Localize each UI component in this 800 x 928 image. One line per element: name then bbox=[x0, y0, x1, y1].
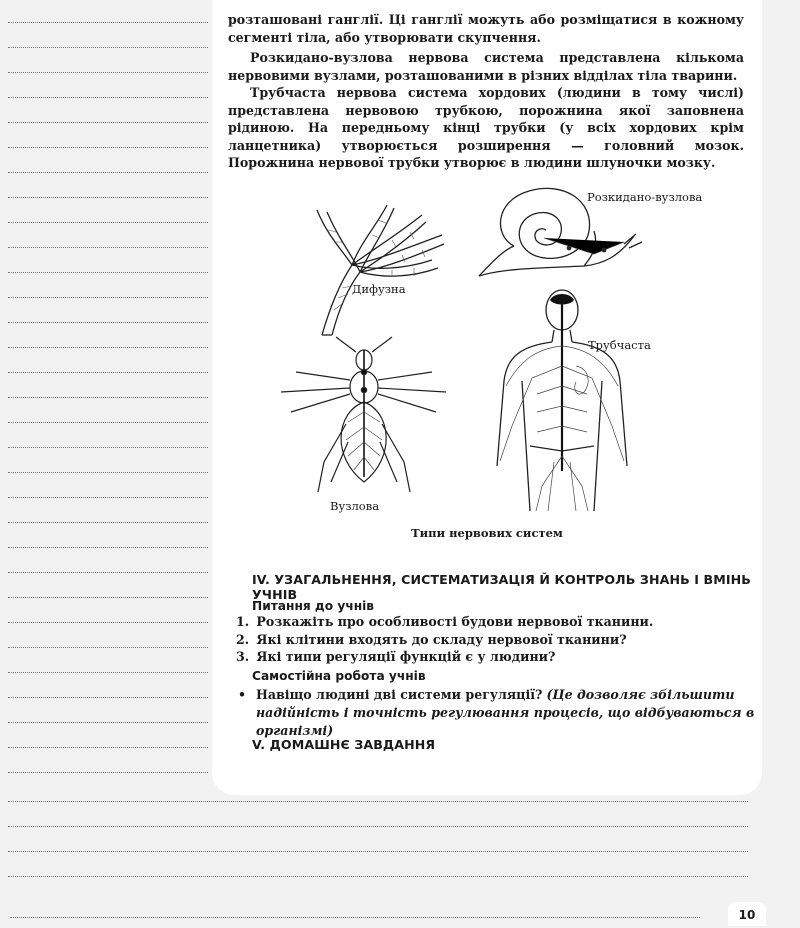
bullet-answer: (Це дозволяє збільшити надійність і точність регулювання процесів, що відбуваються в організмі) bbox=[256, 687, 755, 738]
question-number: 1. bbox=[236, 614, 250, 629]
question-number: 3. bbox=[236, 649, 250, 664]
figure-caption: Типи нервових систем bbox=[411, 526, 563, 540]
question-text: Які клітини входять до складу нервової тканини? bbox=[256, 632, 627, 647]
content-card bbox=[212, 0, 762, 795]
note-line bbox=[8, 622, 208, 623]
note-line bbox=[8, 172, 208, 173]
note-line bbox=[8, 722, 208, 723]
question-text: Які типи регуляції функцій є у людини? bbox=[256, 649, 556, 664]
note-line bbox=[10, 917, 700, 918]
question-number: 2. bbox=[236, 632, 250, 647]
note-line bbox=[8, 447, 208, 448]
independent-work-item bbox=[236, 686, 756, 740]
bullet-icon: • bbox=[238, 687, 247, 702]
note-line bbox=[8, 247, 208, 248]
label-tubular: Трубчаста bbox=[588, 338, 651, 352]
note-line bbox=[8, 22, 208, 23]
note-line bbox=[8, 697, 208, 698]
note-line bbox=[8, 147, 208, 148]
note-line bbox=[8, 597, 208, 598]
paragraph-scattered-nodal: Розкидано-вузлова нервова система представлена кількома нервовими вузлами, розташованими в різних відділах тіла тварини. bbox=[228, 50, 744, 83]
hydra-illustration bbox=[292, 180, 452, 340]
note-line bbox=[8, 122, 208, 123]
note-line bbox=[8, 372, 208, 373]
paragraph-ganglia: розташовані ганглії. Ці ганглії можуть або розміщатися в кожному сегменті тіла, або утворювати скупчення. bbox=[228, 12, 744, 45]
paragraph-tubular: Трубчаста нервова система хордових (людини в тому числі) представлена нервовою трубкою, порожнина якої заповнена рідиною. На передньому кінці трубки (у всіх хордових крім ланцетника) утворюється розширення — головний мозок. Порожнина нервової трубки утворює в людини шлуночки мозку. bbox=[228, 85, 744, 171]
list-item bbox=[236, 649, 555, 664]
note-line bbox=[8, 772, 208, 773]
list-item bbox=[236, 632, 627, 647]
note-line bbox=[8, 347, 208, 348]
section-5-title: V. ДОМАШНЄ ЗАВДАННЯ bbox=[252, 737, 436, 752]
note-line bbox=[8, 747, 208, 748]
note-line bbox=[8, 422, 208, 423]
note-line bbox=[8, 472, 208, 473]
label-diffuse: Дифузна bbox=[352, 282, 406, 296]
note-line bbox=[8, 322, 208, 323]
list-item bbox=[236, 614, 653, 629]
note-line bbox=[8, 197, 208, 198]
note-line bbox=[8, 497, 208, 498]
note-line bbox=[8, 272, 208, 273]
notes-column bbox=[0, 0, 215, 926]
bullet-question: Навіщо людині дві системи регуляції? bbox=[256, 687, 543, 702]
page-number: 10 bbox=[728, 902, 766, 926]
note-line bbox=[8, 222, 208, 223]
note-line bbox=[8, 647, 208, 648]
label-nodal: Вузлова bbox=[330, 499, 380, 513]
note-line bbox=[8, 572, 208, 573]
note-line bbox=[8, 876, 748, 877]
note-line bbox=[8, 297, 208, 298]
questions-title: Питання до учнів bbox=[252, 599, 375, 613]
note-line bbox=[8, 801, 748, 802]
note-line bbox=[8, 851, 748, 852]
insect-illustration bbox=[276, 332, 451, 497]
note-line bbox=[8, 97, 208, 98]
label-scattered-nodal: Розкидано-вузлова bbox=[587, 190, 703, 204]
question-text: Розкажіть про особливості будови нервової тканини. bbox=[256, 614, 654, 629]
note-line bbox=[8, 826, 748, 827]
independent-work-title: Самостійна робота учнів bbox=[252, 669, 426, 683]
note-line bbox=[8, 47, 208, 48]
section-4-title: IV. УЗАГАЛЬНЕННЯ, СИСТЕМАТИЗАЦІЯ Й КОНТРОЛЬ ЗНАНЬ І ВМІНЬ УЧНІВ bbox=[252, 572, 751, 602]
note-line bbox=[8, 72, 208, 73]
note-line bbox=[8, 547, 208, 548]
note-line bbox=[8, 397, 208, 398]
note-line bbox=[8, 522, 208, 523]
human-illustration bbox=[492, 286, 632, 511]
note-line bbox=[8, 672, 208, 673]
